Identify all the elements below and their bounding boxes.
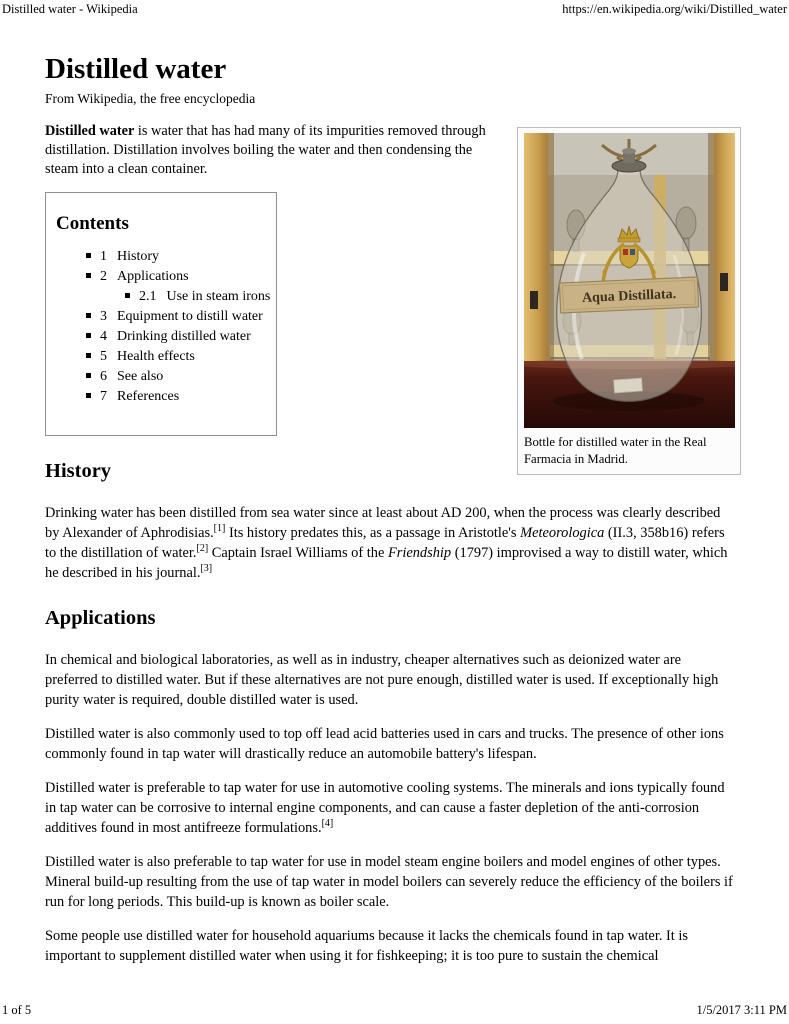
history-paragraph	[45, 503, 737, 583]
ship-name-friendship: Friendship	[387, 545, 452, 561]
figure-bottle-thumbnail	[517, 127, 741, 475]
square-bullet-icon	[125, 293, 130, 298]
square-bullet-icon	[86, 333, 91, 338]
toc-item-label: Equipment to distill water	[117, 309, 263, 324]
toc-item-equipment	[56, 307, 266, 327]
print-timestamp: 1/5/2017 3:11 PM	[696, 1003, 787, 1017]
toc-item-number: 5	[100, 349, 107, 364]
toc-item-number: 2.1	[139, 289, 157, 304]
toc-item-label: History	[117, 249, 159, 264]
toc-item-number: 1	[100, 249, 107, 264]
bottle-photo	[524, 133, 735, 428]
figure-caption: Bottle for distilled water in the Real Farmacia in Madrid.	[524, 435, 707, 466]
pillar-knob-right	[720, 273, 728, 291]
right-pillar	[714, 133, 735, 365]
bottle-label-band	[559, 277, 698, 313]
reference-link-3: [3]	[200, 563, 213, 575]
toc-item-see-also	[56, 367, 266, 387]
applications-paragraph-4: Distilled water is also preferable to tap water for use in model steam engine boilers and model engines of other types. Mineral build-up resulting from the use of tap water in model boilers can severely reduce the efficiency of the boilers if run for long periods. This build-up is known as boiler scale.	[45, 854, 733, 910]
toc-list	[56, 247, 271, 407]
reference-link-1: [1]	[213, 523, 226, 535]
intro-bold-term: Distilled water	[45, 123, 135, 139]
toc-item-number: 3	[100, 309, 107, 324]
page-number: 1 of 5	[2, 1003, 32, 1017]
table-of-contents	[45, 192, 277, 436]
toc-item-label: Applications	[117, 269, 189, 284]
toc-item-number: 2	[100, 269, 107, 284]
section-heading-applications: Applications	[45, 607, 156, 629]
toc-item-number: 4	[100, 329, 107, 344]
toc-item-label: References	[117, 389, 180, 404]
toc-item-history	[56, 247, 266, 267]
toc-heading: Contents	[56, 213, 129, 234]
applications-paragraph-2: Distilled water is also commonly used to top off lead acid batteries used in cars and trucks. The presence of other ions commonly found in tap water will drastically reduce an automobile battery's lifespan.	[45, 726, 724, 762]
history-text: (1797) improvised a way to distill water, which he described in his journal.	[45, 545, 728, 581]
history-text: Its history predates this, as a passage in Aristotle's	[225, 525, 521, 541]
reference-link-4: [4]	[321, 818, 334, 830]
reference-link-2: [2]	[196, 543, 209, 555]
applications-paragraph-1: In chemical and biological laboratories, as well as in industry, cheaper alternatives such as deionized water are preferred to distilled water. But if these alternatives are not pure enough, distilled water is used. If exceptionally high purity water is required, double distilled water is used.	[45, 652, 719, 708]
toc-item-use-in-steam-irons	[56, 287, 271, 307]
header-document-title: Distilled water - Wikipedia	[2, 2, 138, 16]
square-bullet-icon	[86, 393, 91, 398]
history-text: (II.3, 358b16) refers to the distillation of water.	[45, 525, 725, 561]
toc-item-health-effects	[56, 347, 266, 367]
work-title-meteorologica: Meteorologica	[520, 525, 605, 541]
site-tagline: From Wikipedia, the free encyclopedia	[45, 91, 256, 106]
toc-item-label: Drinking distilled water	[117, 329, 251, 344]
intro-text: is water that has had many of its impurities removed through distillation. Distillation involves boiling the water and then condensing the steam into a clean container.	[45, 123, 486, 177]
toc-item-applications	[56, 267, 266, 287]
toc-item-number: 6	[100, 369, 107, 384]
square-bullet-icon	[86, 253, 91, 258]
toc-item-label: Use in steam irons	[166, 289, 271, 304]
square-bullet-icon	[86, 273, 91, 278]
history-text: Captain Israel Williams of the	[208, 545, 388, 561]
pillar-knob-left	[530, 291, 538, 309]
applications-paragraph-5: Some people use distilled water for household aquariums because it lacks the chemicals found in tap water. It is important to supplement distilled water when using it for fishkeeping; it is too pure to sustain the chemical	[45, 928, 689, 964]
page-title: Distilled water	[45, 53, 227, 85]
square-bullet-icon	[86, 353, 91, 358]
square-bullet-icon	[86, 373, 91, 378]
applications-paragraph-3	[45, 778, 737, 838]
header-url: https://en.wikipedia.org/wiki/Distilled_water	[562, 2, 787, 16]
toc-item-label: Health effects	[117, 349, 195, 364]
left-pillar	[524, 133, 548, 365]
toc-item-number: 7	[100, 389, 107, 404]
toc-item-drinking	[56, 327, 266, 347]
square-bullet-icon	[86, 313, 91, 318]
toc-item-references	[56, 387, 266, 407]
section-heading-history: History	[45, 460, 112, 482]
bottle-label-text: Aqua Distillata.	[581, 286, 676, 307]
history-text: Drinking water has been distilled from sea water since at least about AD 200, when the process was clearly described by Alexander of Aphrodisias.	[45, 505, 721, 541]
intro-paragraph	[45, 122, 493, 179]
small-sticker	[613, 378, 642, 393]
toc-item-label: See also	[117, 369, 164, 384]
applications-text: Distilled water is preferable to tap water for use in automotive cooling systems. The minerals and ions typically found in tap water can be corrosive to internal engine components, and can cause a faster depletion of the anti-corrosion additives found in most antifreeze formulations.	[45, 780, 725, 836]
